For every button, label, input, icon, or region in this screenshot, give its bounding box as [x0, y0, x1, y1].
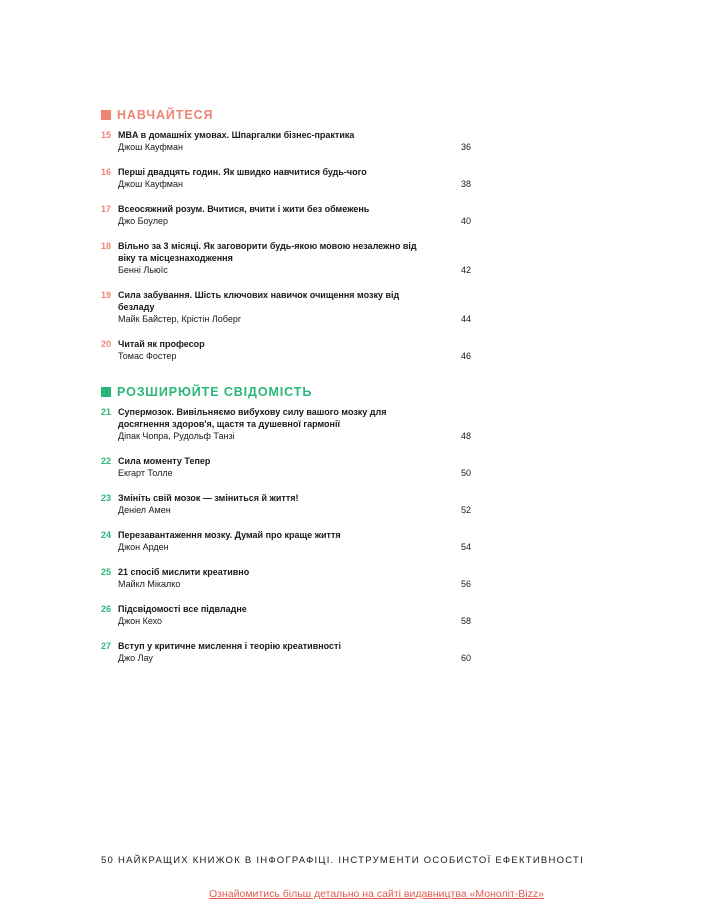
entry-number: 27	[101, 641, 112, 651]
publisher-link[interactable]: Ознайомитись більш детально на сайті видавництва «Моноліт-Bizz»	[209, 888, 544, 900]
entry-title: Супермозок. Вивільняємо вибухову силу вашого мозку для досягнення здоров'я, щастя та душевної гармонії	[118, 407, 387, 429]
toc-entry	[101, 129, 481, 153]
section-expand	[101, 384, 481, 677]
toc-entry	[101, 603, 481, 627]
section-learn-entries	[101, 129, 481, 362]
entry-page-number: 52	[460, 505, 471, 515]
entry-author: Джош Кауфман	[118, 179, 183, 189]
toc-entry	[101, 203, 481, 227]
entry-author: Екгарт Толле	[118, 468, 173, 478]
entry-author: Джон Кехо	[118, 616, 163, 626]
toc-entry	[101, 406, 481, 442]
entry-number: 23	[101, 493, 112, 503]
entry-title: Підсвідомості все підвладне	[118, 604, 247, 614]
entry-number: 17	[101, 204, 112, 214]
entry-page-number: 58	[460, 616, 471, 626]
section-learn-title: НАВЧАЙТЕСЯ	[117, 108, 214, 122]
entry-number: 26	[101, 604, 112, 614]
entry-author: Деніел Амен	[118, 505, 171, 515]
entry-number: 20	[101, 339, 112, 349]
entry-page-number: 48	[460, 431, 471, 441]
entry-title: Сила моменту Тепер	[118, 456, 211, 466]
entry-title: Вільно за 3 місяці. Як заговорити будь-якою мовою незалежно від віку та місцезнаходження	[118, 241, 417, 263]
entry-page-number: 40	[460, 216, 471, 226]
entry-title: Читай як професор	[118, 339, 205, 349]
entry-title: Сила забування. Шість ключових навичок очищення мозку від безладу	[118, 290, 400, 312]
toc-entry	[101, 289, 481, 325]
entry-page-number: 50	[460, 468, 471, 478]
entry-title: Перезавантаження мозку. Думай про краще життя	[118, 530, 341, 540]
section-expand-entries	[101, 406, 481, 664]
entry-author: Майк Байстер, Крістін Лоберг	[118, 314, 242, 324]
section-learn-header	[101, 107, 481, 123]
entry-author: Джо Лау	[118, 653, 153, 663]
entry-title: Перші двадцять годин. Як швидко навчитися будь-чого	[118, 167, 367, 177]
entry-author: Майкл Мікалко	[118, 579, 181, 589]
entry-page-number: 36	[460, 142, 471, 152]
entry-page-number: 56	[460, 579, 471, 589]
entry-number: 24	[101, 530, 112, 540]
entry-page-number: 46	[460, 351, 471, 361]
running-footer: 50 НАЙКРАЩИХ КНИЖОК В ІНФОГРАФІЦІ. ІНСТРУМЕНТИ ОСОБИСТОЇ ЕФЕКТИВНОСТІ	[101, 855, 584, 866]
entry-author: Бенні Льюїс	[118, 265, 168, 275]
entry-title: Вступ у критичне мислення і теорію креативності	[118, 641, 341, 651]
entry-page-number: 54	[460, 542, 471, 552]
entry-number: 25	[101, 567, 112, 577]
entry-number: 22	[101, 456, 112, 466]
entry-number: 21	[101, 407, 112, 417]
toc-entry	[101, 640, 481, 664]
section-learn	[101, 107, 481, 375]
entry-page-number: 42	[460, 265, 471, 275]
entry-title: MBA в домашніх умовах. Шпаргалки бізнес-практика	[118, 130, 355, 140]
entry-number: 15	[101, 130, 112, 140]
section-expand-square-icon	[101, 387, 111, 397]
toc-entry	[101, 240, 481, 276]
entry-page-number: 60	[460, 653, 471, 663]
section-expand-title: РОЗШИРЮЙТЕ СВІДОМІСТЬ	[117, 385, 313, 399]
entry-author: Джо Боулер	[118, 216, 168, 226]
entry-author: Діпак Чопра, Рудольф Танзі	[118, 431, 235, 441]
entry-number: 16	[101, 167, 112, 177]
entry-number: 19	[101, 290, 112, 300]
toc-entry	[101, 455, 481, 479]
entry-number: 18	[101, 241, 112, 251]
section-expand-header	[101, 384, 481, 400]
entry-author: Джош Кауфман	[118, 142, 183, 152]
entry-author: Джон Арден	[118, 542, 169, 552]
entry-title: Всеосяжний розум. Вчитися, вчити і жити без обмежень	[118, 204, 370, 214]
section-learn-square-icon	[101, 110, 111, 120]
toc-entry	[101, 338, 481, 362]
toc-entry	[101, 166, 481, 190]
entry-title: 21 спосіб мислити креативно	[118, 567, 250, 577]
toc-entry	[101, 529, 481, 553]
entry-page-number: 44	[460, 314, 471, 324]
entry-title: Змініть свій мозок — зміниться й життя!	[118, 493, 299, 503]
toc-entry	[101, 492, 481, 516]
toc-entry	[101, 566, 481, 590]
entry-page-number: 38	[460, 179, 471, 189]
entry-author: Томас Фостер	[118, 351, 177, 361]
